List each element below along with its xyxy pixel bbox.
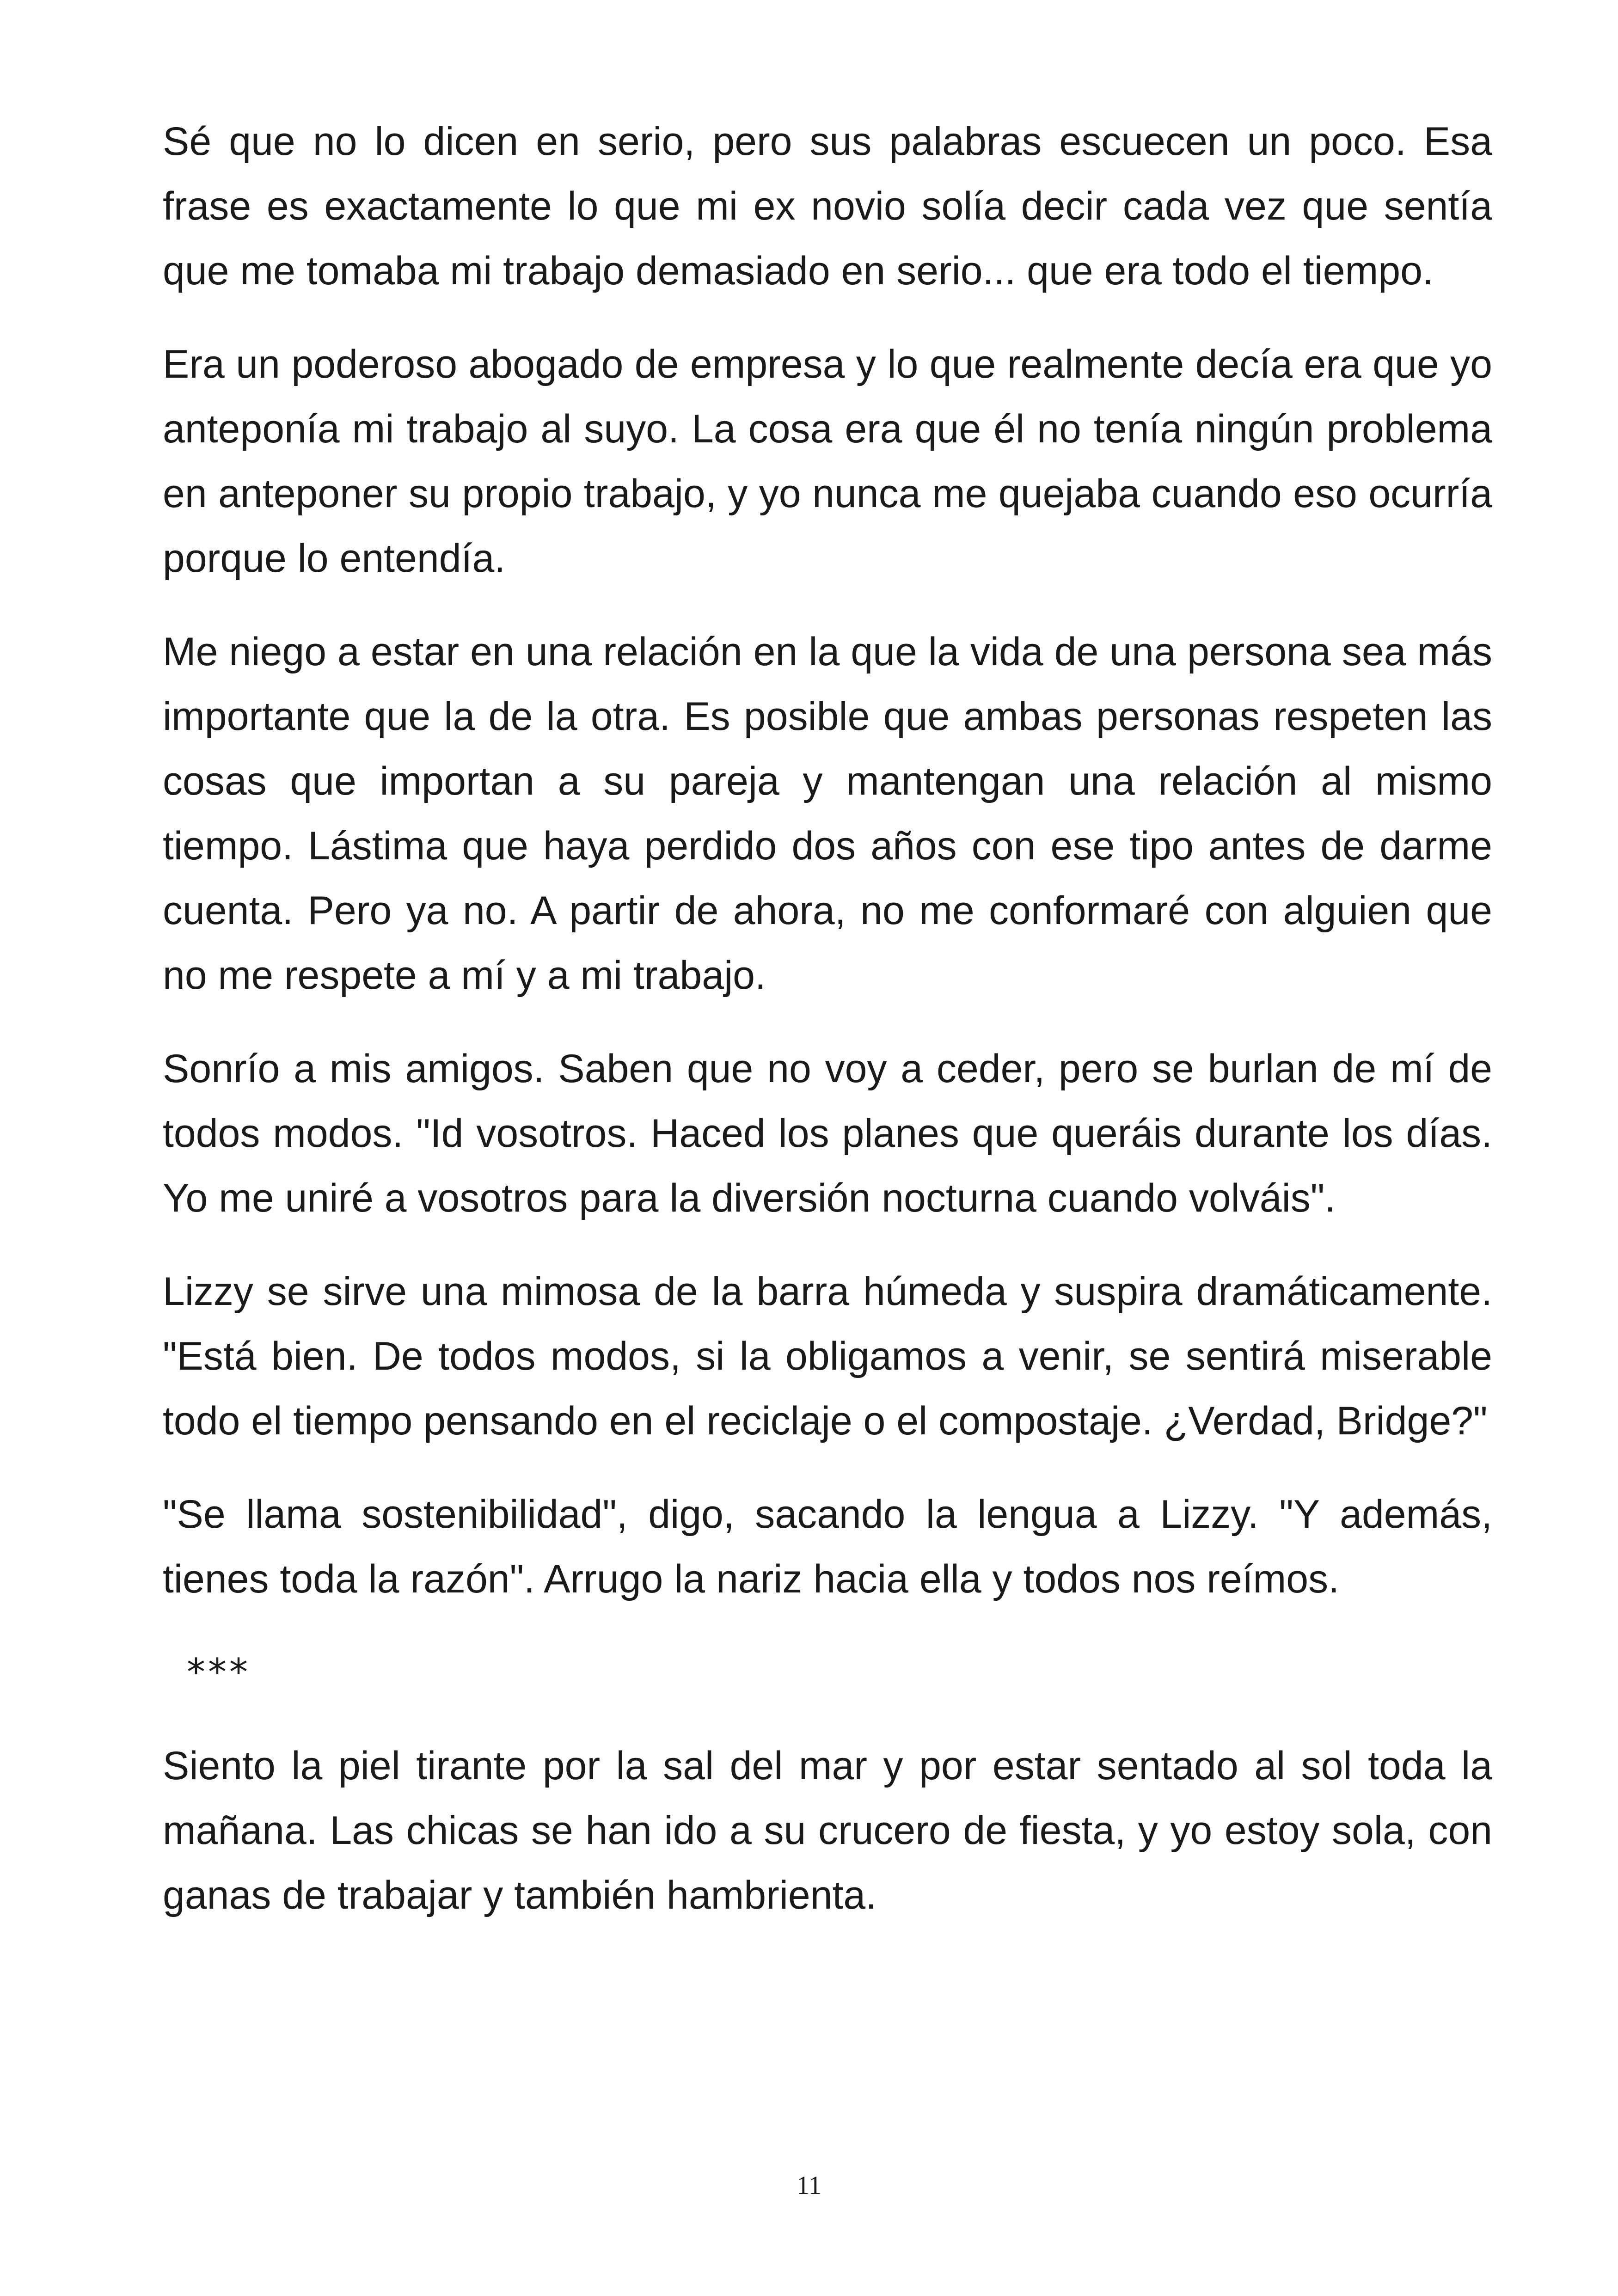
- paragraph-6: "Se llama sostenibilidad", digo, sacando la lengua a Lizzy. "Y además, tienes toda la razón". Arrugo la nariz hacia ella y todos nos reímos.: [163, 1492, 1492, 1601]
- paragraph-5: Lizzy se sirve una mimosa de la barra húmeda y suspira dramáticamente. "Está bien. De todos modos, si la obligamos a venir, se sentirá miserable todo el tiempo pensando en el reciclaje o el compostaje. ¿Verdad, Bridge?": [163, 1269, 1492, 1443]
- body-text: [163, 109, 1492, 1956]
- paragraph-4: Sonrío a mis amigos. Saben que no voy a ceder, pero se burlan de mí de todos modos. "Id vosotros. Haced los planes que queráis durante los días. Yo me uniré a vosotros para la diversión nocturna cuando volváis".: [163, 1047, 1492, 1220]
- paragraph-3: Me niego a estar en una relación en la que la vida de una persona sea más importante que la de la otra. Es posible que ambas personas respeten las cosas que importan a su pareja y mantengan una relación al mismo tiempo. Lástima que haya perdido dos años con ese tipo antes de darme cuenta. Pero ya no. A partir de ahora, no me conformaré con alguien que no me respete a mí y a mi trabajo.: [163, 630, 1492, 998]
- paragraph-2: Era un poderoso abogado de empresa y lo que realmente decía era que yo anteponía mi trabajo al suyo. La cosa era que él no tenía ningún problema en anteponer su propio trabajo, y yo nunca me quejaba cuando eso ocurría porque lo entendía.: [163, 342, 1492, 581]
- paragraph-1: Sé que no lo dicen en serio, pero sus palabras escuecen un poco. Esa frase es exactamente lo que mi ex novio solía decir cada vez que sentía que me tomaba mi trabajo demasiado en serio... que era todo el tiempo.: [163, 119, 1492, 293]
- page-number: 11: [797, 2171, 821, 2200]
- paragraph-7: Siento la piel tirante por la sal del mar y por estar sentado al sol toda la mañana. Las chicas se han ido a su crucero de fiesta, y yo estoy sola, con ganas de trabajar y también hambrienta.: [163, 1744, 1492, 1917]
- scene-break-separator: ***: [187, 1651, 251, 1694]
